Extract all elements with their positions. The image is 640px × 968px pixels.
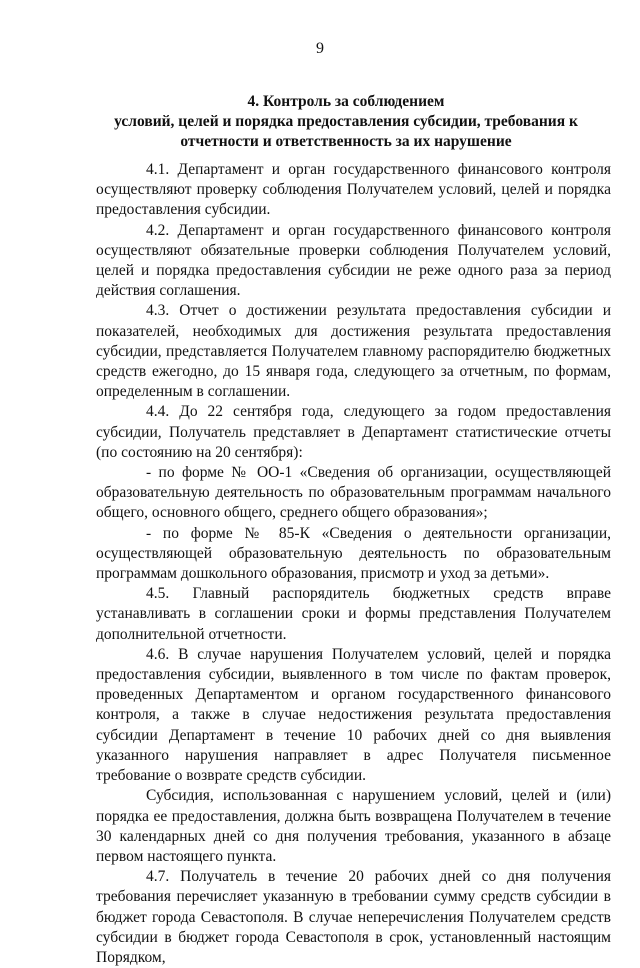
paragraph-4-2: 4.2. Департамент и орган государственного финансового контроля осуществляют обязательные проверки соблюдения Получателем условий, целей и порядка предоставления субсидии не реже одного раза за период действия соглашения. [96,221,611,300]
list-item-form-oo-1: - по форме № ОО-1 «Сведения об организации, осуществляющей образовательную деятельность по образовательным программам начального общего, основного общего, среднего общего образования»; [96,464,611,522]
section-heading-line-3: отчетности и ответственность за их нарушение [180,133,512,150]
paragraph-4-3: 4.3. Отчет о достижении результата предоставления субсидии и показателей, необходимых для достижения результата предоставления субсидии, представляется Получателем главному распорядителю бюджетных средств ежегодно, до 15 января года, следующего за отчетным, по формам, определенным в соглашении. [96,302,611,401]
section-heading-line-2: условий, целей и порядка предоставления субсидии, требования к [114,113,578,130]
paragraph-subsidy-return: Субсидия, использованная с нарушением условий, целей и (или) порядка ее предоставления, должна быть возвращена Получателем в течение 30 календарных дней со дня получения требования, указанного в абзаце первом настоящего пункта. [96,787,611,865]
document-body [96,160,611,968]
paragraph-4-1: 4.1. Департамент и орган государственного финансового контроля осуществляют проверку соблюдения Получателем условий, целей и порядка предоставления субсидии. [96,161,611,219]
paragraph-4-7: 4.7. Получатель в течение 20 рабочих дней со дня получения требования перечисляет указанную в требовании сумму средств субсидии в бюджет города Севастополя. В случае неперечисления Получателем средств субсидии в бюджет города Севастополя в срок, установленный настоящим Порядком, [96,868,611,966]
list-item-form-85-k: - по форме № 85-К «Сведения о деятельности организации, осуществляющей образовательную деятельность по образовательным программам дошкольного образования, присмотр и уход за детьми». [96,524,611,583]
paragraph-4-4: 4.4. До 22 сентября года, следующего за годом предоставления субсидии, Получатель представляет в Департамент статистические отчеты (по состоянию на 20 сентября): [96,403,611,461]
paragraph-4-5: 4.5. Главный распорядитель бюджетных средств вправе устанавливать в соглашении сроки и формы представления Получателем дополнительной отчетности. [96,585,611,643]
section-heading [96,92,596,152]
section-heading-line-1: 4. Контроль за соблюдением [247,93,445,110]
page-number: 9 [316,40,324,57]
paragraph-4-6: 4.6. В случае нарушения Получателем условий, целей и порядка предоставления субсидии, выявленного в том числе по фактам проверок, проведенных Департаментом и органом государственного финансового контроля, а также в случае недостижения результата предоставления субсидии Департамент в течение 10 рабочих дней со дня выявления указанного нарушения направляет в адрес Получателя письменное требование о возврате средств субсидии. [96,645,611,785]
